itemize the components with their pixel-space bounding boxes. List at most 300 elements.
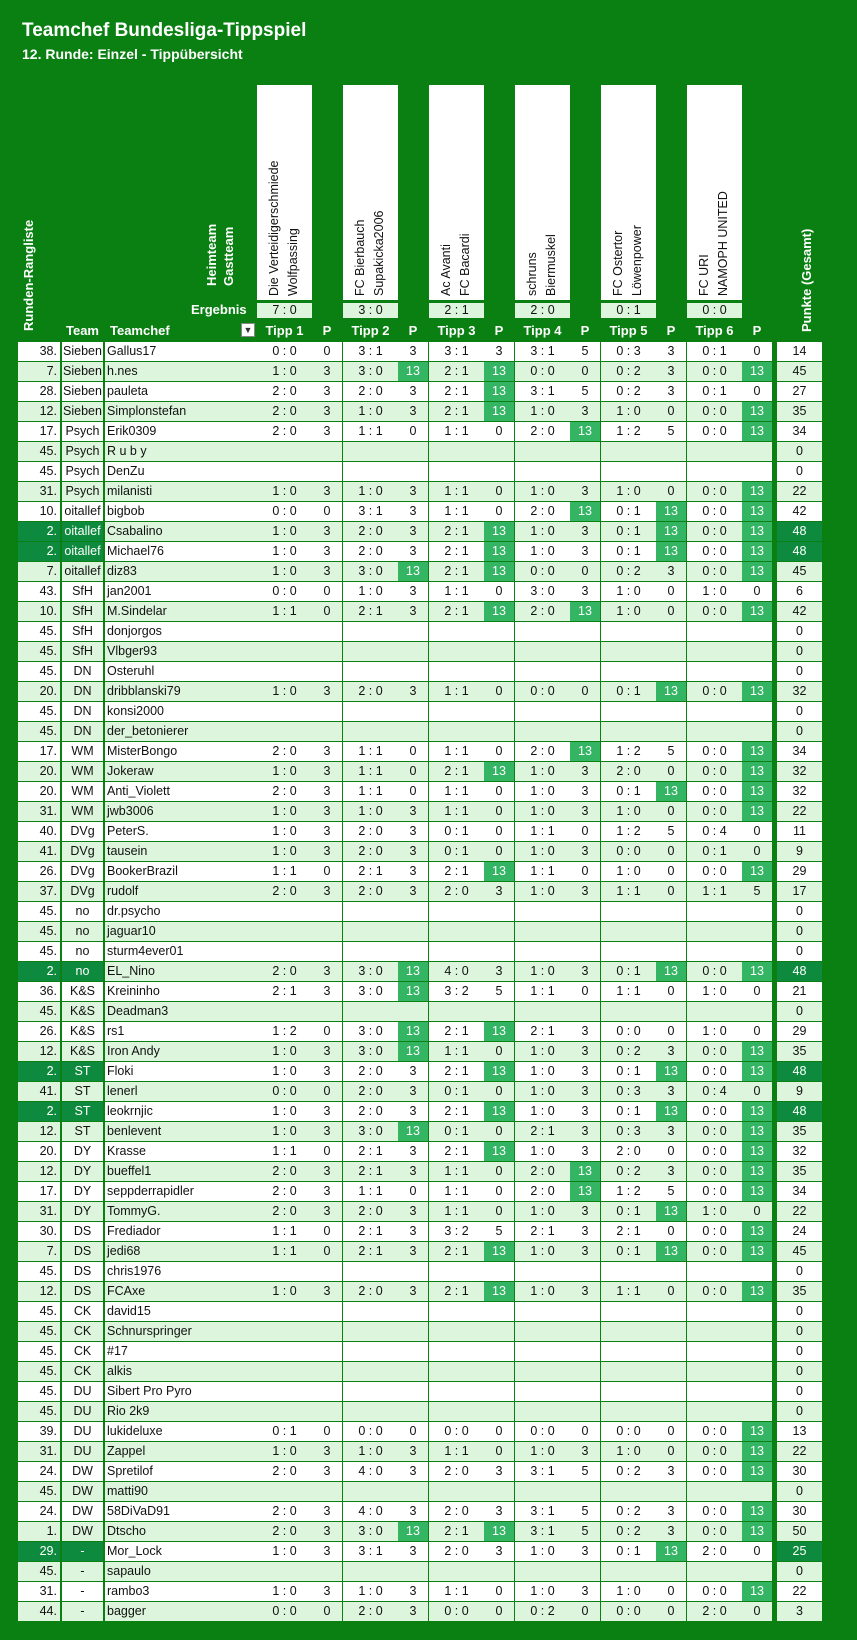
team-cell: DS (62, 1282, 103, 1301)
tipp-cell: 2 : 1 (343, 1222, 398, 1241)
tipp-cell (515, 942, 570, 961)
points-cell (312, 1482, 342, 1501)
total-points-cell: 17 (777, 882, 822, 901)
tipp-cell: 1 : 1 (429, 1182, 484, 1201)
tipp-cell (257, 442, 312, 461)
points-cell: 3 (398, 1582, 428, 1601)
total-points-cell: 29 (777, 862, 822, 881)
tipp-cell: 0 : 0 (687, 1242, 742, 1261)
total-points-cell: 35 (777, 1042, 822, 1061)
teamchef-cell: Floki (105, 1062, 257, 1081)
points-cell: 0 (484, 1202, 514, 1221)
points-cell: 0 (312, 582, 342, 601)
points-cell: 3 (398, 1282, 428, 1301)
points-cell: 0 (312, 1022, 342, 1041)
points-cell: 13 (656, 502, 686, 521)
tipp-column-header: Tipp 1 (265, 323, 304, 338)
points-cell: 0 (484, 582, 514, 601)
points-cell: 0 (484, 802, 514, 821)
points-cell: 0 (484, 1162, 514, 1181)
points-cell: 13 (742, 682, 772, 701)
points-cell: 13 (742, 742, 772, 761)
tipp-cell (429, 722, 484, 741)
points-cell: 3 (312, 1122, 342, 1141)
points-cell (312, 1342, 342, 1361)
tipp-cell: 3 : 1 (515, 1522, 570, 1541)
tipp-cell (687, 1342, 742, 1361)
team-cell: oitallef (62, 542, 103, 561)
home-team-name: schruns (525, 252, 539, 296)
points-cell: 0 (656, 762, 686, 781)
tipp-column-header: Tipp 2 (351, 323, 390, 338)
punkte-gesamt-label (800, 229, 813, 332)
tipp-cell (687, 642, 742, 661)
points-cell: 3 (312, 1162, 342, 1181)
points-cell: 0 (312, 342, 342, 361)
tipp-cell: 0 : 2 (601, 1042, 656, 1061)
tipp-cell: 2 : 1 (343, 862, 398, 881)
tipp-cell (601, 1302, 656, 1321)
tipp-cell: 3 : 1 (343, 502, 398, 521)
points-cell: 3 (570, 1222, 600, 1241)
total-points-cell: 48 (777, 1102, 822, 1121)
points-cell: 0 (484, 1122, 514, 1141)
total-points-cell: 22 (777, 482, 822, 501)
tipp-cell (343, 622, 398, 641)
rank-cell: 45. (18, 1002, 60, 1021)
tipp-cell: 1 : 1 (429, 1582, 484, 1601)
table-row (0, 922, 857, 941)
total-points-cell: 0 (777, 902, 822, 921)
teamchef-cell: matti90 (105, 1482, 257, 1501)
team-cell: DS (62, 1222, 103, 1241)
tipp-cell: 1 : 0 (515, 1202, 570, 1221)
points-cell: 13 (484, 522, 514, 541)
team-cell: ST (62, 1062, 103, 1081)
tipp-cell (687, 1362, 742, 1381)
points-cell: 0 (398, 1422, 428, 1441)
tipp-cell: 3 : 1 (515, 1502, 570, 1521)
tipp-cell (343, 722, 398, 741)
tipp-cell: 2 : 0 (515, 422, 570, 441)
teamchef-cell: sapaulo (105, 1562, 257, 1581)
table-row (0, 1062, 857, 1081)
points-cell (570, 1402, 600, 1421)
points-cell: 3 (398, 1602, 428, 1621)
rank-cell: 45. (18, 1362, 60, 1381)
team-cell: no (62, 922, 103, 941)
points-cell (398, 1362, 428, 1381)
teamchef-cell: rs1 (105, 1022, 257, 1041)
tipp-cell: 0 : 2 (601, 362, 656, 381)
tipp-cell: 0 : 0 (429, 1422, 484, 1441)
page-subtitle: 12. Runde: Einzel - Tippübersicht (22, 46, 243, 62)
rank-cell: 31. (18, 1202, 60, 1221)
table-row (0, 1242, 857, 1261)
points-cell: 5 (742, 882, 772, 901)
points-cell (484, 942, 514, 961)
tipp-cell (257, 1482, 312, 1501)
tipp-cell: 0 : 0 (257, 582, 312, 601)
points-cell (398, 1262, 428, 1281)
tipp-cell: 2 : 0 (257, 1462, 312, 1481)
tipp-cell (257, 902, 312, 921)
tipp-cell: 2 : 1 (429, 1142, 484, 1161)
points-cell: 3 (312, 422, 342, 441)
tipp-cell: 1 : 0 (515, 1542, 570, 1561)
total-points-cell: 22 (777, 802, 822, 821)
points-cell: 3 (570, 1202, 600, 1221)
table-row (0, 1462, 857, 1481)
points-cell: 0 (742, 1542, 772, 1561)
table-row (0, 602, 857, 621)
rank-cell: 7. (18, 1242, 60, 1261)
points-cell: 0 (570, 682, 600, 701)
tipp-cell: 1 : 0 (257, 842, 312, 861)
points-cell: 13 (398, 362, 428, 381)
tipp-cell (429, 442, 484, 461)
away-team-name: Löwenpower (630, 225, 644, 296)
points-cell: 0 (656, 1282, 686, 1301)
tipp-cell: 1 : 1 (429, 482, 484, 501)
points-cell (570, 1382, 600, 1401)
points-column-header: P (408, 323, 418, 338)
tipp-cell (343, 702, 398, 721)
tipp-cell: 3 : 1 (343, 1542, 398, 1561)
tipp-cell: 2 : 1 (343, 1242, 398, 1261)
total-points-cell: 6 (777, 582, 822, 601)
points-cell (398, 702, 428, 721)
teamchef-cell: lukideluxe (105, 1422, 257, 1441)
teamchef-cell: seppderrapidler (105, 1182, 257, 1201)
tipp-cell: 0 : 2 (601, 562, 656, 581)
points-cell: 0 (656, 1442, 686, 1461)
points-cell (398, 642, 428, 661)
table-row (0, 1602, 857, 1621)
tipp-cell: 1 : 0 (687, 582, 742, 601)
points-cell: 3 (398, 822, 428, 841)
teamchef-cell: h.nes (105, 362, 257, 381)
tipp-cell: 1 : 1 (343, 422, 398, 441)
total-points-cell: 0 (777, 1402, 822, 1421)
team-cell: DU (62, 1422, 103, 1441)
tipp-cell: 0 : 0 (515, 682, 570, 701)
tipp-cell: 3 : 1 (429, 342, 484, 361)
game-header-box (429, 85, 484, 300)
points-cell (656, 722, 686, 741)
points-cell: 3 (570, 582, 600, 601)
tipp-cell: 1 : 0 (515, 962, 570, 981)
tipp-cell: 2 : 0 (257, 1202, 312, 1221)
tipp-cell (257, 922, 312, 941)
teamchef-cell: Schnurspringer (105, 1322, 257, 1341)
teamchef-cell: R u b y (105, 442, 257, 461)
tipp-cell: 0 : 0 (515, 362, 570, 381)
points-cell (484, 1482, 514, 1501)
tipp-cell: 2 : 1 (429, 1282, 484, 1301)
table-row (0, 1562, 857, 1581)
points-cell: 0 (398, 422, 428, 441)
tipp-cell: 1 : 0 (515, 1442, 570, 1461)
points-cell (398, 922, 428, 941)
total-points-cell: 32 (777, 1142, 822, 1161)
away-team-name: FC Bacardi (458, 233, 472, 296)
tipp-cell: 2 : 0 (343, 542, 398, 561)
teamchef-column-header: Teamchef (110, 323, 170, 338)
tipp-cell: 3 : 2 (429, 1222, 484, 1241)
tipp-cell: 1 : 1 (687, 882, 742, 901)
rank-cell: 39. (18, 1422, 60, 1441)
team-cell: SfH (62, 622, 103, 641)
points-cell (742, 642, 772, 661)
points-cell (742, 722, 772, 741)
tipp-cell (601, 1562, 656, 1581)
points-cell: 3 (570, 802, 600, 821)
points-cell: 0 (742, 842, 772, 861)
total-points-cell: 35 (777, 1122, 822, 1141)
points-cell (656, 1482, 686, 1501)
points-cell: 3 (312, 402, 342, 421)
points-cell (312, 1362, 342, 1381)
total-points-cell: 0 (777, 462, 822, 481)
tipp-cell (257, 1362, 312, 1381)
team-cell: DY (62, 1202, 103, 1221)
team-cell: Psych (62, 422, 103, 441)
points-cell: 13 (398, 1122, 428, 1141)
tipp-cell: 1 : 1 (343, 782, 398, 801)
tipp-cell: 0 : 1 (257, 1422, 312, 1441)
tipp-cell: 2 : 1 (515, 1022, 570, 1041)
total-points-cell: 9 (777, 842, 822, 861)
total-points-cell: 32 (777, 682, 822, 701)
points-cell: 0 (656, 482, 686, 501)
tipp-cell (687, 1002, 742, 1021)
total-points-cell: 24 (777, 1222, 822, 1241)
tipp-cell: 2 : 0 (429, 1502, 484, 1521)
points-cell (570, 702, 600, 721)
table-row (0, 562, 857, 581)
points-cell (484, 442, 514, 461)
tipp-column-header: Tipp 5 (609, 323, 648, 338)
table-row (0, 1442, 857, 1461)
tipp-cell (515, 1322, 570, 1341)
tipp-cell: 0 : 0 (687, 1222, 742, 1241)
tipp-cell: 0 : 1 (429, 1082, 484, 1101)
rank-cell: 45. (18, 722, 60, 741)
table-row (0, 1342, 857, 1361)
tipp-cell: 0 : 2 (601, 1162, 656, 1181)
tipp-cell: 0 : 0 (687, 562, 742, 581)
points-cell: 0 (484, 1602, 514, 1621)
points-cell: 13 (570, 422, 600, 441)
total-points-cell: 30 (777, 1462, 822, 1481)
tipp-cell: 2 : 1 (429, 362, 484, 381)
tipp-cell (257, 642, 312, 661)
points-cell: 3 (656, 1522, 686, 1541)
points-cell: 3 (570, 1022, 600, 1041)
tipp-cell: 0 : 1 (601, 1542, 656, 1561)
tipp-cell: 0 : 3 (601, 342, 656, 361)
points-cell: 3 (312, 1202, 342, 1221)
points-cell: 3 (570, 962, 600, 981)
away-team-name: Supakicka2006 (372, 210, 386, 296)
points-cell: 13 (484, 362, 514, 381)
tipp-cell: 1 : 1 (429, 502, 484, 521)
tipp-cell (687, 442, 742, 461)
tipp-cell (429, 702, 484, 721)
tipp-cell: 1 : 1 (429, 1442, 484, 1461)
points-cell: 0 (742, 382, 772, 401)
rank-cell: 43. (18, 582, 60, 601)
teamchef-cell: 58DiVaD91 (105, 1502, 257, 1521)
points-cell: 3 (570, 1242, 600, 1261)
team-cell: K&S (62, 1042, 103, 1061)
points-cell: 13 (484, 1062, 514, 1081)
tipp-cell (687, 1322, 742, 1341)
total-points-cell: 13 (777, 1422, 822, 1441)
points-cell (656, 902, 686, 921)
table-row (0, 982, 857, 1001)
points-cell (570, 1562, 600, 1581)
tipp-cell: 2 : 0 (257, 1182, 312, 1201)
team-cell: ST (62, 1102, 103, 1121)
points-cell: 3 (398, 342, 428, 361)
tipp-cell: 1 : 0 (257, 1042, 312, 1061)
tipp-cell: 3 : 0 (343, 1022, 398, 1041)
team-cell: no (62, 962, 103, 981)
points-cell (656, 622, 686, 641)
tipp-cell (687, 462, 742, 481)
table-row (0, 662, 857, 681)
tipp-cell: 0 : 0 (687, 422, 742, 441)
tipp-cell: 0 : 1 (601, 1202, 656, 1221)
tipp-cell: 1 : 2 (601, 1182, 656, 1201)
tipp-cell: 0 : 0 (687, 762, 742, 781)
home-team-name: Die Verteidigerschmiede (267, 160, 281, 296)
tipp-cell (601, 1322, 656, 1341)
points-cell (742, 1262, 772, 1281)
points-cell: 0 (570, 1602, 600, 1621)
points-cell (656, 462, 686, 481)
home-team-name: FC URI (697, 254, 711, 296)
tipp-cell: 1 : 0 (601, 1582, 656, 1601)
tipp-cell (687, 1302, 742, 1321)
total-points-cell: 45 (777, 562, 822, 581)
tipp-cell: 1 : 0 (601, 482, 656, 501)
points-cell (570, 442, 600, 461)
total-points-cell: 48 (777, 542, 822, 561)
rank-cell: 12. (18, 1122, 60, 1141)
rank-cell: 45. (18, 1482, 60, 1501)
team-cell: DY (62, 1142, 103, 1161)
table-row (0, 1002, 857, 1021)
rank-cell: 45. (18, 942, 60, 961)
tipp-cell: 2 : 1 (429, 1022, 484, 1041)
points-cell: 0 (484, 842, 514, 861)
points-cell (398, 462, 428, 481)
points-cell: 5 (570, 382, 600, 401)
tipp-cell: 0 : 0 (687, 1122, 742, 1141)
points-cell (656, 1302, 686, 1321)
rank-cell: 29. (18, 1542, 60, 1561)
points-cell (398, 942, 428, 961)
teamchef-cell: tausein (105, 842, 257, 861)
tipp-cell (601, 1262, 656, 1281)
points-column-header: P (666, 323, 676, 338)
points-cell: 3 (570, 1442, 600, 1461)
tipp-cell: 0 : 2 (601, 382, 656, 401)
tipp-cell (257, 1002, 312, 1021)
tipp-cell: 2 : 1 (429, 602, 484, 621)
table-row (0, 1362, 857, 1381)
total-points-cell: 27 (777, 382, 822, 401)
table-row (0, 1162, 857, 1181)
tipp-cell (257, 622, 312, 641)
filter-dropdown-icon[interactable]: ▼ (241, 323, 255, 337)
teamchef-cell: david15 (105, 1302, 257, 1321)
team-cell: ST (62, 1082, 103, 1101)
points-cell (312, 1262, 342, 1281)
tipp-cell (515, 442, 570, 461)
tipp-cell: 2 : 0 (343, 1602, 398, 1621)
points-cell (398, 1302, 428, 1321)
points-cell: 0 (484, 782, 514, 801)
teamchef-cell: Dtscho (105, 1522, 257, 1541)
points-cell (398, 1002, 428, 1021)
points-cell: 3 (312, 1522, 342, 1541)
tipp-cell: 2 : 0 (343, 1282, 398, 1301)
points-cell: 13 (742, 762, 772, 781)
tipp-cell: 0 : 0 (687, 1522, 742, 1541)
total-points-cell: 0 (777, 722, 822, 741)
tipp-cell: 3 : 0 (343, 1042, 398, 1061)
tipp-cell: 1 : 0 (601, 602, 656, 621)
points-cell: 0 (742, 342, 772, 361)
points-cell: 13 (484, 1242, 514, 1261)
table-row (0, 1042, 857, 1061)
tipp-cell (515, 642, 570, 661)
points-cell: 0 (656, 402, 686, 421)
tipp-cell: 0 : 1 (687, 842, 742, 861)
tipp-cell (343, 1302, 398, 1321)
rank-cell: 20. (18, 1142, 60, 1161)
points-cell: 3 (398, 1242, 428, 1261)
tipp-cell (515, 1302, 570, 1321)
tipp-cell: 0 : 0 (601, 1602, 656, 1621)
teamchef-cell: Jokeraw (105, 762, 257, 781)
tipp-cell: 1 : 1 (429, 682, 484, 701)
tipp-cell: 2 : 0 (257, 1162, 312, 1181)
table-row (0, 722, 857, 741)
total-points-cell: 45 (777, 1242, 822, 1261)
tipp-cell: 1 : 1 (601, 982, 656, 1001)
table-row (0, 1482, 857, 1501)
team-cell: ST (62, 1122, 103, 1141)
teamchef-cell: Rio 2k9 (105, 1402, 257, 1421)
tipp-cell (257, 942, 312, 961)
rank-cell: 10. (18, 502, 60, 521)
points-cell (312, 1002, 342, 1021)
tipp-cell: 1 : 0 (257, 682, 312, 701)
points-cell: 13 (742, 502, 772, 521)
tipp-cell: 0 : 0 (687, 962, 742, 981)
total-points-cell: 9 (777, 1082, 822, 1101)
points-cell: 0 (312, 602, 342, 621)
rank-cell: 17. (18, 742, 60, 761)
rank-cell: 45. (18, 1562, 60, 1581)
points-cell: 3 (656, 1042, 686, 1061)
team-cell: DU (62, 1382, 103, 1401)
